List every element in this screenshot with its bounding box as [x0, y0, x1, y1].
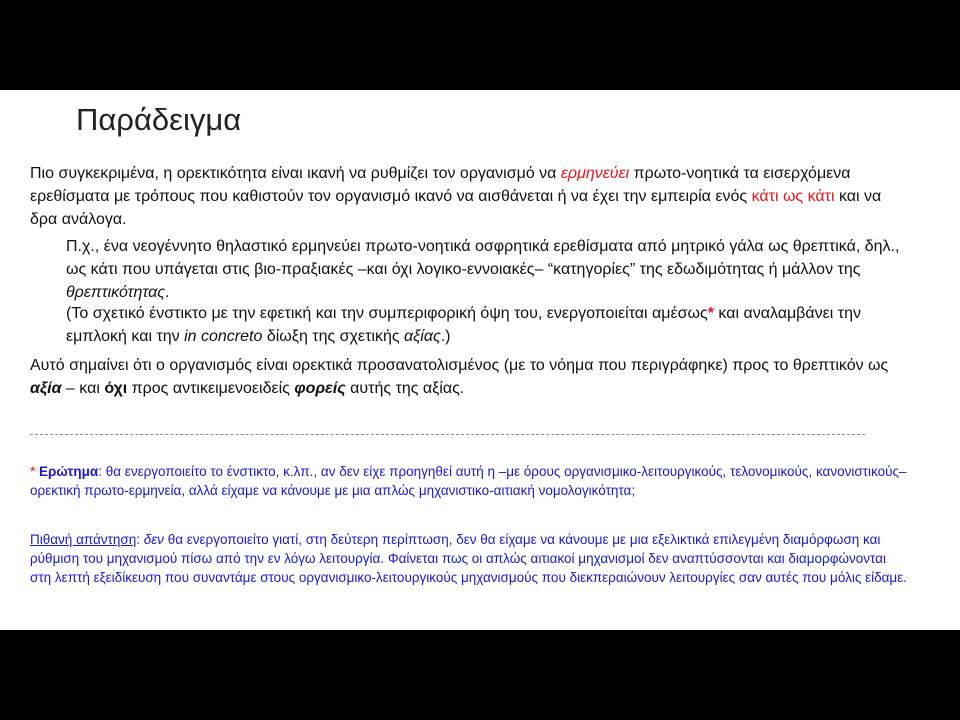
text-run: : — [136, 532, 144, 547]
slide — [0, 90, 960, 630]
text-run: και να δρα ανάλογα. — [30, 188, 882, 228]
text-run: δίωξη της σχετικής — [262, 328, 404, 345]
text-run: Πιο συγκεκριμένα, η ορεκτικότητα είναι ικανή να ρυθμίζει τον οργανισμό να — [30, 165, 561, 182]
paragraph-instinct — [66, 302, 916, 348]
text-run: πρωτο-νοητικά τα εισερχόμενα ερεθίσματα με τρόπους που καθιστούν τον οργανισμό ικανό να αισθάνεται ή να έχει την εμπειρία ενός — [30, 165, 851, 205]
italic-not: δεν — [143, 532, 164, 547]
text-run: (Το σχετικό ένστικτο με την εφετική και την συμπεριφορική όψη του, ενεργοποιείται αμέσως — [66, 305, 708, 322]
bold-not: όχι — [104, 380, 128, 397]
highlight-something-as-something: κάτι ως κάτι — [751, 188, 835, 205]
text-run: και αναλαμβάνει την εμπλοκή και την — [66, 305, 861, 345]
paragraph-example — [66, 235, 916, 304]
footnote-question — [30, 462, 910, 500]
text-run: : θα ενεργοποιείτο το ένστικτο, κ.λπ., αν δεν είχε προηγηθεί αυτή η –με όρους οργανισμικο-λειτουργικούς, τελονομικούς, κανονιστικούς– ορεκτική πρωτο-ερμηνεία, αλλά είχαμε να κάνουμε με μια απλώς μηχανιστικο-αιτιακή νομολογικότητα; — [30, 464, 907, 498]
paragraph-conclusion — [30, 354, 910, 400]
text-run: θα ενεργοποιείτο γιατί, στη δεύτερη περίπτωση, δεν θα είχαμε να κάνουμε με μια εξελικτικά επιλεγμένη διαμόρφωση και ρύθμιση του μηχανισμού πίσω από την εν λόγω λειτουργία. Φαίνεται πως οι απλώς αιτιακοί μηχανισμοί δεν αναπτύσσονται και διαμορφώνονται στη λεπτή εξειδίκευση που συναντάμε στους οργανισμικο-λειτουργικούς μηχανισμούς που διεκπεραιώνουν λειτουργίες σαν αυτές που μόλις είδαμε. — [30, 532, 907, 585]
text-run: Π.χ., ένα νεογέννητο θηλαστικό ερμηνεύει πρωτο-νοητικά οσφρητικά ερεθίσματα από μητρικό γάλα ως θρεπτικά, δηλ., ως κάτι που υπάγεται στις βιο-πραξιακές –και όχι λογικο-εννοιακές– “κατηγορίες” της εδωδιμότητας ή μάλλον της — [66, 238, 900, 278]
slide-title: Παράδειγμα — [76, 102, 242, 137]
italic-value: αξίας — [404, 328, 441, 345]
text-run: Αυτό σημαίνει ότι ο οργανισμός είναι ορεκτικά προσανατολισμένος (με το νόημα που περιγράφηκε) προς το θρεπτικόν ως — [30, 357, 889, 374]
italic-in-concreto: in concreto — [184, 328, 263, 345]
question-label: Ερώτημα — [39, 464, 99, 479]
highlight-interprets: ερμηνεύει — [560, 165, 630, 182]
text-run: .) — [440, 328, 451, 345]
footnote-star: * — [707, 305, 714, 322]
italic-nutritiveness: θρεπτικότητας — [66, 284, 166, 301]
dashed-separator — [30, 434, 865, 435]
footnote-answer — [30, 530, 910, 587]
text-run: – και — [61, 380, 105, 397]
bold-carriers: φορείς — [294, 380, 346, 397]
text-run: αυτής της αξίας. — [345, 380, 465, 397]
answer-label: Πιθανή απάντηση — [30, 532, 137, 547]
paragraph-appetition — [30, 162, 910, 231]
footnote-star: * — [30, 464, 40, 479]
text-run: . — [165, 284, 170, 301]
bold-value: αξία — [30, 380, 62, 397]
text-run: προς αντικειμενοειδείς — [127, 380, 295, 397]
